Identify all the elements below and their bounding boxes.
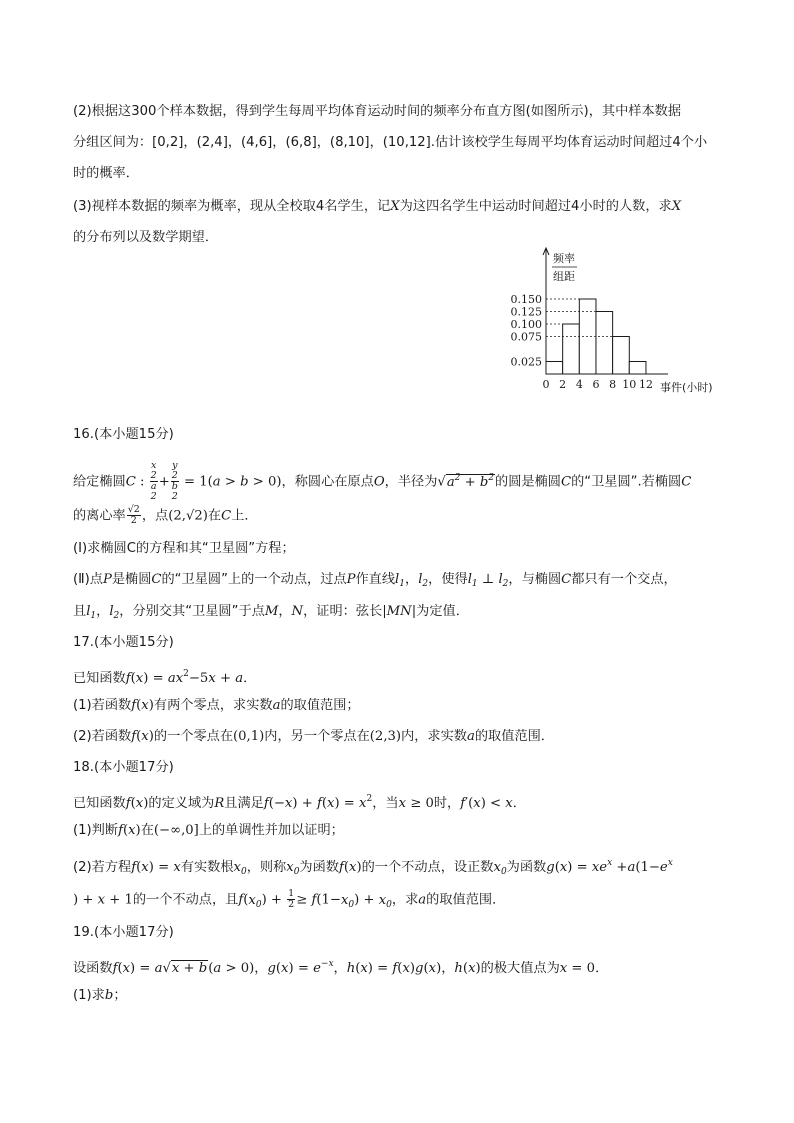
histogram-x-ticks [543, 378, 653, 391]
y-tick-label: 0.125 [510, 305, 542, 319]
q19-part1: (1)求b； [73, 988, 127, 1003]
q17-part2: (2)若函数f(x)的一个零点在(0,1)内，另一个零点在(2,3)内，求实数a的取值范围． [73, 729, 554, 744]
q17-header: 17.(本小题15分) [73, 635, 174, 650]
y-tick-label: 0.025 [510, 355, 542, 369]
frequency-histogram [505, 247, 735, 397]
q15-part3-line2: 的分布列以及数学期望． [73, 230, 219, 245]
q16-part2-line2: 且$l_1$，$l_2$，分别交其“卫星圆”于点M，N，证明：弦长|MN|为定值． [73, 604, 469, 621]
y-axis-label-top: 频率 [553, 252, 575, 265]
q16-part1: (Ⅰ)求椭圆C的方程和其“卫星圆”方程； [73, 541, 295, 556]
x-tick-label: 4 [575, 378, 583, 391]
x-tick-label: 2 [559, 378, 567, 391]
y-tick-label: 0.100 [510, 318, 542, 331]
histogram-bar [563, 324, 580, 374]
q15-part3-line1: (3)视样本数据的频率为概率，现从全校取4名学生，记X为这四名学生中运动时间超过4小时的人数，求X [73, 199, 682, 214]
q15-part2-line3: 时的概率． [73, 166, 139, 181]
y-tick-label: 0.075 [510, 330, 542, 344]
q15-part2-line1: (2)根据这300个样本数据，得到学生每周平均体育运动时间的频率分布直方图(如图所示)，其中样本数据 [73, 104, 682, 119]
q18-part1: (1)判断f(x)在(−∞,0]上的单调性并加以证明； [73, 823, 344, 838]
q16-header: 16.(本小题15分) [73, 427, 174, 442]
y-tick-label: 0.150 [510, 293, 542, 306]
x-tick-label: 12 [638, 378, 653, 391]
histogram-bar [629, 362, 646, 375]
q17-part1: (1)若函数f(x)有两个零点，求实数a的取值范围； [73, 698, 360, 713]
histogram-bar [546, 362, 563, 375]
q19-line1: 设函数f(x) = a√x + b(a > 0)，$g(x) = e^{-x}$，h(x) = f(x)g(x)，h(x)的极大值点为x = 0． [73, 959, 609, 976]
x-axis-label: 事件(小时) [660, 381, 713, 394]
q18-line1: 已知函数f(x)的定义域为R且满足$f(-x) + f(x) = x^2$，当x ≥ 0时，f′(x) < x． [73, 794, 526, 811]
x-tick-label: 10 [622, 378, 637, 391]
y-axis-label-bottom: 组距 [553, 270, 575, 283]
histogram-bar [613, 337, 630, 375]
q16-part2-line1: (Ⅱ)点P是椭圆C的“卫星圆”上的一个动点，过点P作直线$l_1$，$l_2$，使得$l_1$ ⊥ $l_2$，与椭圆C都只有一个交点， [73, 572, 677, 589]
histogram-bar [596, 312, 613, 375]
q16-line1: 给定椭圆C : x 2 a 2 + y 2 b 2 = 1(a > b > 0)，称圆心在原点O，半径为$√a^2 + b^2$的圆是椭圆C的“卫星圆”.若椭圆C [73, 460, 692, 502]
q15-part2-line2: 分组区间为：[0,2]，(2,4]，(4,6]，(6,8]，(8,10]，(10,12].估计该校学生每周平均体育运动时间超过4个小 [73, 135, 708, 150]
x-tick-label: 8 [609, 378, 617, 391]
histogram-y-ticks [511, 293, 543, 369]
q18-part2-line2: ) + x + 1的一个不动点，且$f(x_0)$ + $\frac{1}{2}$ ≥ $f(1-x_0) + x_0$，求a的取值范围． [73, 888, 506, 910]
x-tick-label: 6 [592, 378, 600, 391]
q18-header: 18.(本小题17分) [73, 760, 174, 775]
x-tick-label: 0 [542, 378, 550, 391]
q18-part2-line1: (2)若方程f(x) = x有实数根$x_0$，则称$x_0$为函数f(x)的一个不动点，设正数$x_0$为函数$g(x) = xe^x +a(1-e^x$ [73, 858, 673, 877]
q16-line2: 的离心率 $\frac{√2}{2}$ ，点(2,√2)在C上． [73, 504, 258, 526]
q19-header: 19.(本小题17分) [73, 925, 174, 940]
q17-line1: 已知函数$f(x) = ax^2-5x + a$． [73, 669, 257, 686]
